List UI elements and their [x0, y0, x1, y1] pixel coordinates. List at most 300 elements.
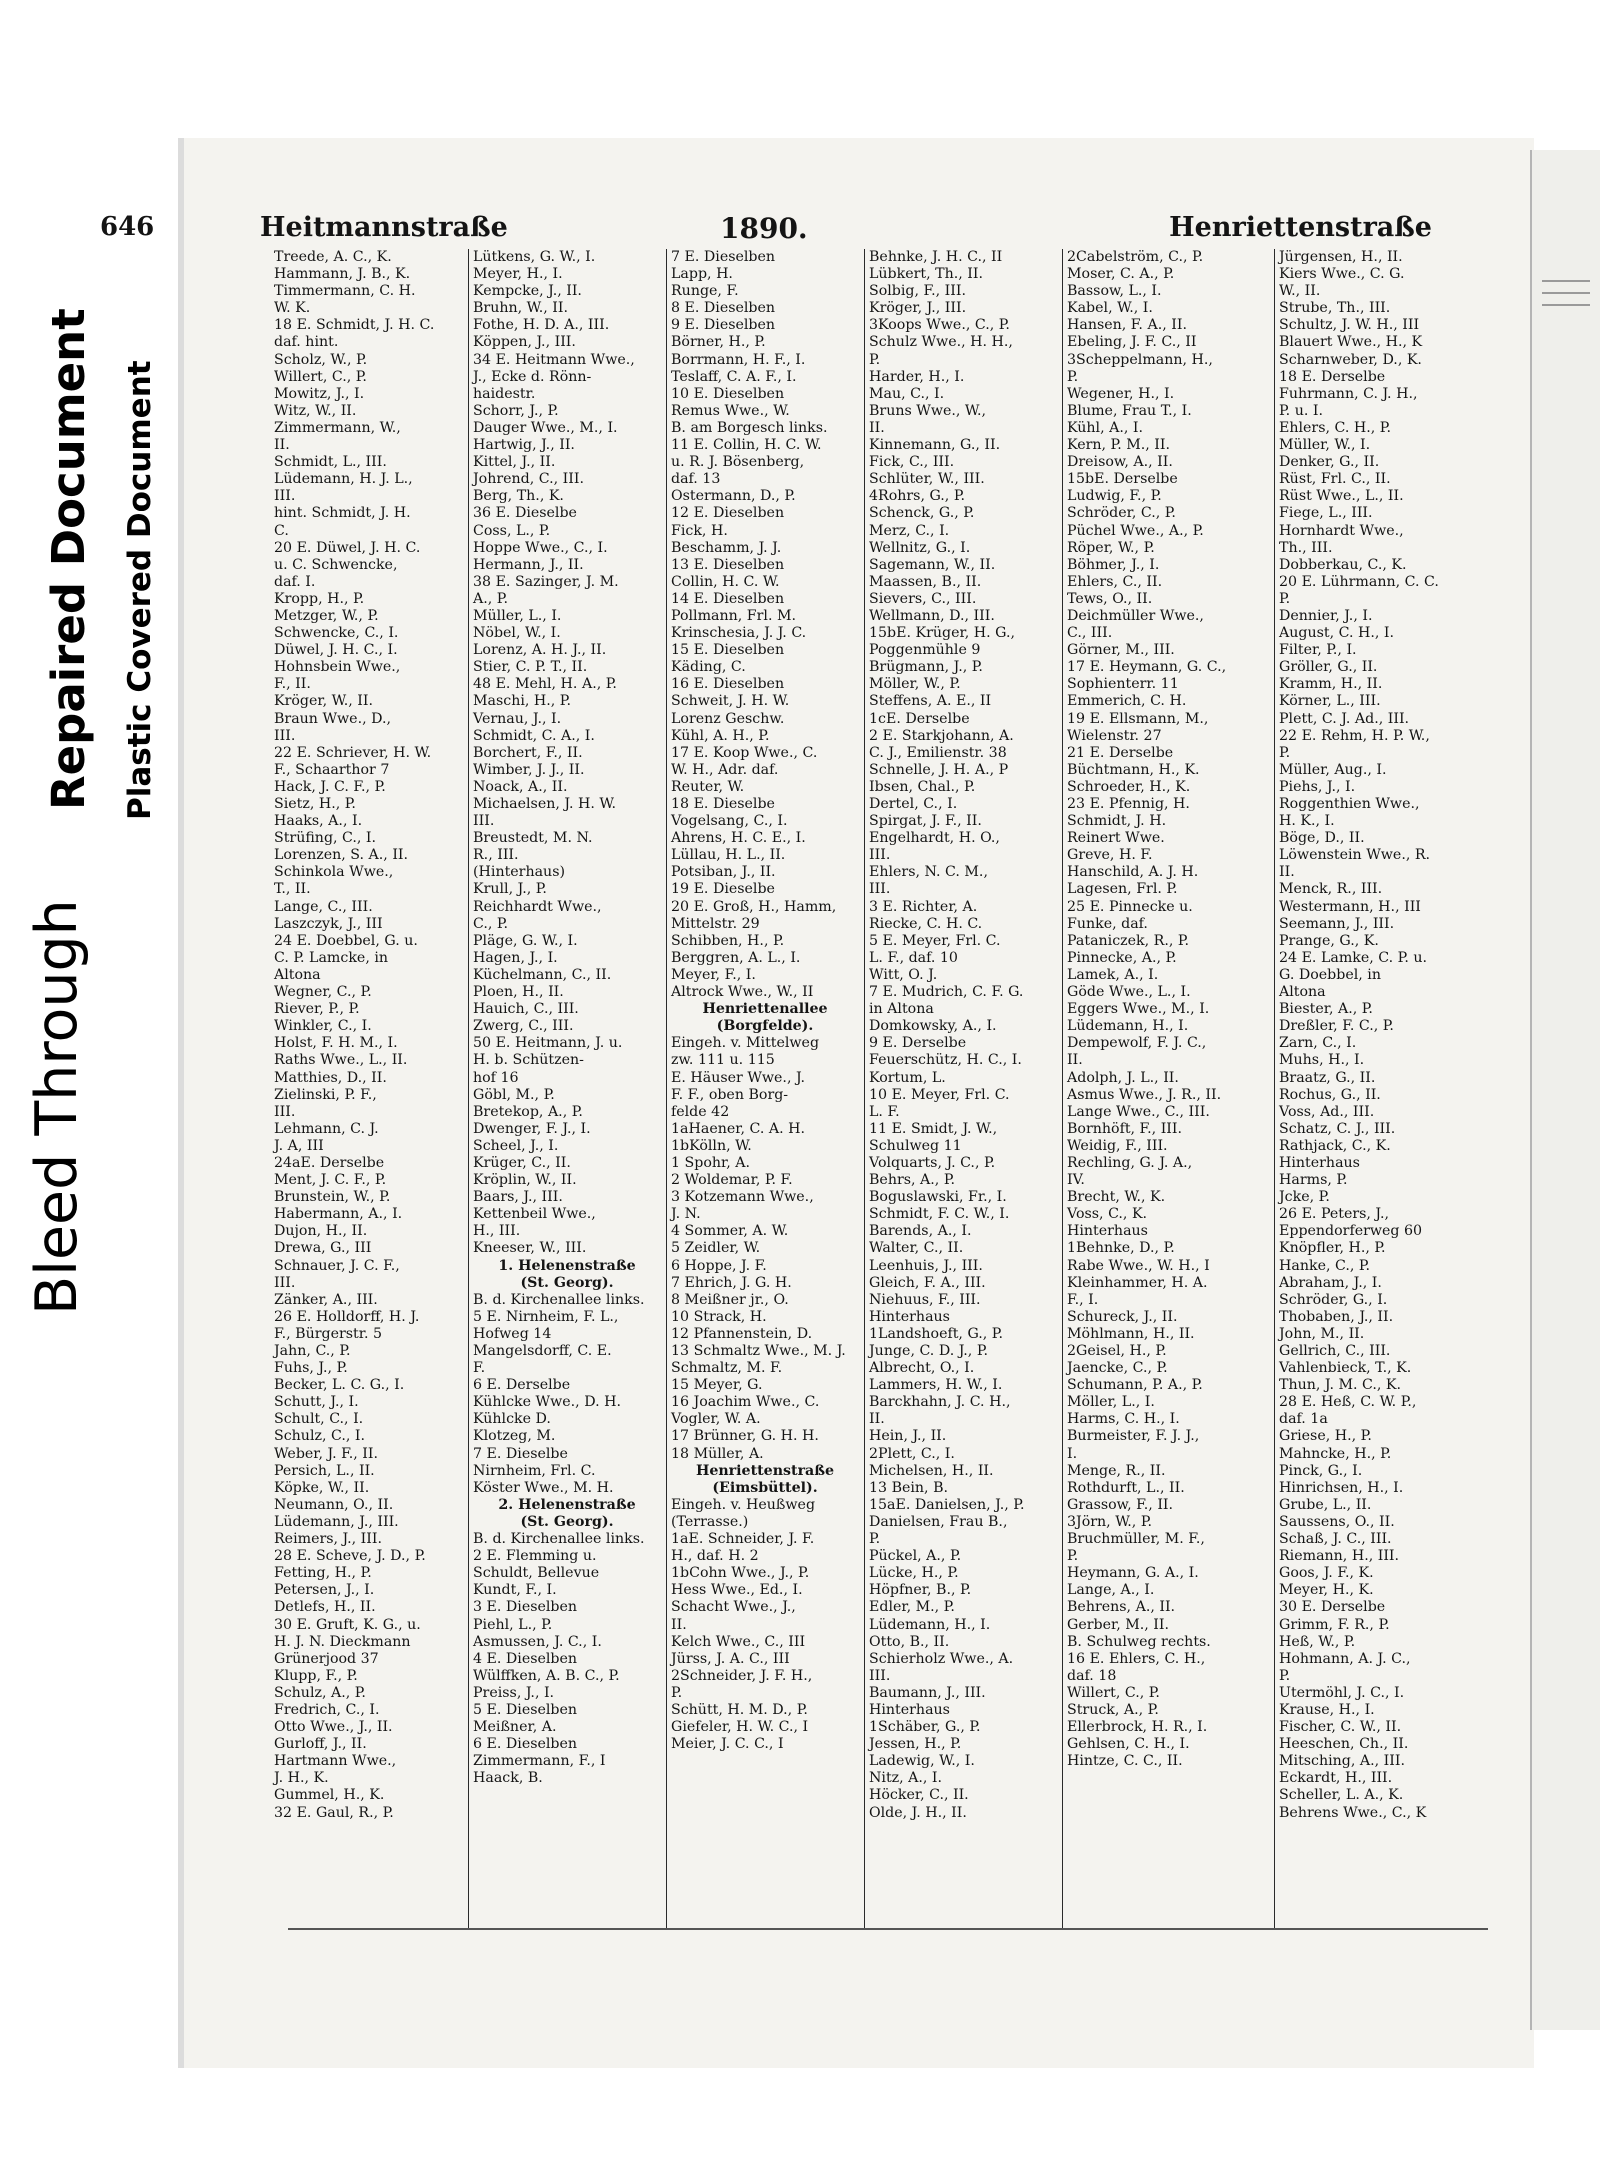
directory-entry: P.: [671, 1684, 683, 1701]
directory-entry: Reinert Wwe.: [1067, 830, 1165, 847]
directory-entry: Göde Wwe., L., I.: [1067, 984, 1191, 1001]
directory-entry: Merz, C., I.: [869, 522, 950, 539]
directory-entry: III.: [274, 727, 296, 744]
directory-entry: Ellerbrock, H. R., I.: [1067, 1719, 1208, 1736]
directory-entry: 7 E. Dieselbe: [473, 1445, 568, 1462]
directory-entry: Thun, J. M. C., K.: [1279, 1377, 1402, 1394]
directory-entry: Müller, L., I.: [473, 607, 562, 624]
directory-entry: Dobberkau, C., K.: [1279, 556, 1407, 573]
directory-entry: 24aE. Derselbe: [274, 1154, 385, 1171]
directory-entry: Berggren, A. L., I.: [671, 949, 801, 966]
directory-entry: Sagemann, W., II.: [869, 556, 996, 573]
directory-entry: 14 E. Dieselben: [671, 590, 785, 607]
directory-entry: Fuhs, J., P.: [274, 1360, 348, 1377]
directory-entry: Knöpfler, H., P.: [1279, 1240, 1386, 1257]
directory-entry: W., II.: [1279, 283, 1321, 300]
directory-entry: daf. 18: [1067, 1667, 1117, 1684]
directory-entry: haidestr.: [473, 385, 536, 402]
directory-entry: H. b. Schützen-: [473, 1052, 584, 1069]
directory-entry: 6 Hoppe, J. F.: [671, 1257, 767, 1274]
directory-entry: Boguslawski, Fr., I.: [869, 1189, 1007, 1206]
directory-entry: (Terrasse.): [671, 1513, 749, 1530]
street-subheading: Henriettenallee: [702, 1001, 828, 1018]
directory-entry: Potsiban, J., II.: [671, 864, 776, 881]
directory-entry: Meyer, F., I.: [671, 966, 756, 983]
directory-entry: 25 E. Pinnecke u.: [1067, 898, 1193, 915]
directory-entry: Scharnweber, D., K.: [1279, 351, 1422, 368]
directory-entry: Brunstein, W., P.: [274, 1189, 391, 1206]
directory-entry: Zarn, C., I.: [1279, 1035, 1357, 1052]
directory-entry: Neumann, O., II.: [274, 1496, 394, 1513]
directory-entry: Schroeder, H., K.: [1067, 778, 1191, 795]
directory-entry: 5 E. Meyer, Frl. C.: [869, 932, 1001, 949]
directory-entry: 16 E. Dieselben: [671, 676, 785, 693]
directory-entry: Jahn, C., P.: [274, 1343, 351, 1359]
directory-entry: Griese, H., P.: [1279, 1428, 1372, 1445]
directory-entry: Kleinhammer, H. A.: [1067, 1274, 1208, 1291]
directory-entry: Vogler, W. A.: [671, 1411, 761, 1428]
directory-entry: Hess Wwe., Ed., I.: [671, 1582, 803, 1599]
directory-entry: Schibben, H., P.: [671, 932, 785, 949]
directory-entry: Bruchmüller, M. F.,: [1067, 1531, 1205, 1548]
directory-entry: Schröder, C., P.: [1067, 505, 1176, 522]
directory-entry: Wegner, C., P.: [274, 984, 372, 1001]
directory-entry: Eingeh. v. Mittelweg: [671, 1035, 820, 1052]
left-street-title: Heitmannstraße: [260, 212, 508, 243]
directory-entry: 13 E. Dieselben: [671, 556, 785, 573]
directory-entry: Lütkens, G. W., I.: [473, 249, 596, 265]
directory-entry: Timmermann, C. H.: [274, 283, 416, 300]
directory-entry: 21 E. Derselbe: [1067, 744, 1174, 761]
directory-entry: Fuhrmann, C. J. H.,: [1279, 385, 1418, 402]
directory-entry: Köster Wwe., M. H.: [473, 1479, 614, 1496]
directory-entry: Lagesen, Frl. P.: [1067, 881, 1178, 898]
directory-entry: Vernau, J., I.: [473, 710, 562, 727]
directory-entry: 1bKölln, W.: [671, 1137, 752, 1154]
directory-entry: Johrend, C., III.: [473, 471, 584, 488]
directory-entry: Schweit, J. H. W.: [671, 693, 790, 710]
directory-entry: J. A, III: [274, 1137, 324, 1154]
directory-entry: Brecht, W., K.: [1067, 1189, 1166, 1206]
directory-entry: Lammers, H. W., I.: [869, 1377, 1003, 1394]
directory-entry: Zwerg, C., III.: [473, 1018, 574, 1035]
directory-entry: Pinnecke, A., P.: [1067, 949, 1177, 966]
directory-entry: 2Schneider, J. F. H.,: [671, 1667, 813, 1684]
directory-entry: Rabe Wwe., W. H., I: [1067, 1257, 1210, 1274]
directory-entry: Wülffken, A. B. C., P.: [473, 1667, 620, 1684]
directory-column-3: [666, 249, 863, 1929]
directory-entry: P.: [1067, 1548, 1079, 1565]
directory-entry: Asmus Wwe., J. R., II.: [1067, 1086, 1222, 1103]
directory-entry: Püchel Wwe., A., P.: [1067, 522, 1204, 539]
directory-entry: Giefeler, H. W. C., I: [671, 1719, 809, 1736]
page-header: [100, 212, 1562, 248]
directory-entry: Emmerich, C. H.: [1067, 693, 1187, 710]
directory-entry: Strüfing, C., I.: [274, 830, 377, 847]
directory-entry: W. H., Adr. daf.: [671, 761, 779, 778]
directory-entry: Lorenz, A. H. J., II.: [473, 642, 607, 659]
directory-entry: Fredrich, C., I.: [274, 1701, 380, 1718]
directory-entry: Muhs, H., I.: [1279, 1052, 1365, 1069]
directory-entry: Höcker, C., II.: [869, 1787, 969, 1804]
directory-entry: Heeschen, Ch., II.: [1279, 1736, 1409, 1753]
directory-entry: Pollmann, Frl. M.: [671, 607, 797, 624]
directory-entry: Mangelsdorff, C. E.: [473, 1343, 612, 1359]
directory-entry: Altona: [1279, 984, 1326, 1001]
directory-entry: Hintze, C. C., II.: [1067, 1753, 1183, 1770]
directory-entry: 24 E. Doebbel, G. u.: [274, 932, 418, 949]
directory-entry: Grimm, F. R., P.: [1279, 1616, 1390, 1633]
directory-entry: Remus Wwe., W.: [671, 402, 790, 419]
directory-entry: J. H., K.: [274, 1770, 329, 1787]
directory-entry: Meißner, A.: [473, 1719, 557, 1736]
directory-column-5: [1062, 249, 1273, 1929]
directory-entry: 23 E. Pfennig, H.: [1067, 796, 1190, 812]
directory-entry: F., Schaarthor 7: [274, 761, 390, 778]
directory-entry: Löwenstein Wwe., R.: [1279, 847, 1431, 864]
directory-entry: Volquarts, J. C., P.: [869, 1154, 996, 1171]
directory-entry: Prange, G., K.: [1279, 932, 1379, 949]
directory-entry: Schulz, A., P.: [274, 1684, 366, 1701]
directory-entry: daf. 1a: [1279, 1411, 1328, 1428]
directory-entry: Kühl, A. H., P.: [671, 727, 770, 744]
directory-entry: 3 Kotzemann Wwe.,: [671, 1189, 814, 1206]
directory-entry: Lüdemann, H., I.: [869, 1616, 991, 1633]
directory-entry: 9 E. Derselbe: [869, 1035, 967, 1052]
directory-entry: 10 E. Meyer, Frl. C.: [869, 1086, 1010, 1103]
directory-entry: Behrs, A., P.: [869, 1172, 955, 1189]
directory-entry: 20 E. Düwel, J. H. C.: [274, 539, 421, 556]
directory-entry: Heymann, G. A., I.: [1067, 1565, 1199, 1582]
directory-entry: Kneeser, W., III.: [473, 1240, 587, 1257]
directory-entry: Walter, C., II.: [869, 1240, 964, 1257]
directory-entry: Seemann, J., III.: [1279, 915, 1395, 932]
directory-entry: Greve, H. F.: [1067, 847, 1153, 864]
directory-entry: Hinterhaus: [1279, 1154, 1360, 1171]
directory-entry: Engelhardt, H. O.,: [869, 830, 1000, 847]
directory-entry: Hack, J. C. F., P.: [274, 778, 386, 795]
directory-entry: Holst, F. H. M., I.: [274, 1035, 398, 1052]
directory-entry: Weber, J. F., II.: [274, 1445, 379, 1462]
directory-entry: Dertel, C., I.: [869, 796, 958, 812]
directory-entry: Lücke, H., P.: [869, 1565, 959, 1582]
directory-entry: III.: [869, 1667, 891, 1684]
directory-entry: Fick, C., III.: [869, 454, 955, 471]
directory-entry: 4 E. Dieselben: [473, 1650, 578, 1667]
directory-entry: 34 E. Heitmann Wwe.,: [473, 351, 635, 368]
directory-entry: Pinck, G., I.: [1279, 1462, 1363, 1479]
directory-entry: Berg, Th., K.: [473, 488, 564, 505]
directory-entry: II.: [869, 1411, 885, 1428]
directory-entry: Köpke, W., II.: [274, 1479, 370, 1496]
directory-entry: Mitsching, A., III.: [1279, 1753, 1406, 1770]
bottom-rule: [288, 1928, 1488, 1930]
directory-entry: Willert, C., P.: [1067, 1684, 1160, 1701]
directory-entry: Moser, C. A., P.: [1067, 266, 1175, 283]
directory-entry: Düwel, J. H. C., I.: [274, 642, 398, 659]
directory-entry: 26 E. Peters, J.,: [1279, 1206, 1390, 1223]
directory-entry: 20 E. Groß, H., Hamm,: [671, 898, 837, 915]
directory-entry: P.: [869, 1531, 881, 1548]
directory-entry: Witt, O. J.: [869, 966, 938, 983]
right-street-title: Henriettenstraße: [1169, 212, 1432, 243]
directory-entry: Ehlers, C., II.: [1067, 573, 1163, 590]
directory-entry: Ludwig, F., P.: [1067, 488, 1162, 505]
directory-entry: Lübkert, Th., II.: [869, 266, 983, 283]
directory-entry: Wegener, H., I.: [1067, 385, 1175, 402]
directory-entry: Rüst Wwe., L., II.: [1279, 488, 1404, 505]
directory-entry: Grube, L., II.: [1279, 1496, 1372, 1513]
directory-entry: 15 E. Dieselben: [671, 642, 785, 659]
directory-entry: Kundt, F., I.: [473, 1582, 557, 1599]
directory-entry: 3 E. Richter, A.: [869, 898, 978, 915]
directory-entry: Scheel, J., I.: [473, 1137, 559, 1154]
directory-entry: Göbl, M., P.: [473, 1086, 555, 1103]
directory-entry: Wimber, J. J., II.: [473, 761, 585, 778]
directory-entry: 3Jörn, W., P.: [1067, 1513, 1153, 1530]
directory-entry: 2 E. Starkjohann, A.: [869, 727, 1014, 744]
directory-entry: 7 Ehrich, J. G. H.: [671, 1274, 792, 1291]
directory-entry: 11 E. Collin, H. C. W.: [671, 437, 822, 454]
directory-entry: Grassow, F., II.: [1067, 1496, 1174, 1513]
directory-entry: Baumann, J., III.: [869, 1684, 986, 1701]
directory-entry: Treede, A. C., K.: [274, 249, 392, 265]
directory-entry: Lapp, H.: [671, 266, 733, 283]
directory-entry: Büchtmann, H., K.: [1067, 761, 1200, 778]
directory-entry: B. d. Kirchenallee links.: [473, 1291, 645, 1308]
directory-entry: Becker, L. C. G., I.: [274, 1377, 405, 1394]
directory-entry: Feuerschütz, H. C., I.: [869, 1052, 1022, 1069]
directory-entry: 1aE. Schneider, J. F.: [671, 1531, 815, 1548]
directory-entry: Albrecht, O., I.: [869, 1360, 975, 1377]
directory-entry: 26 E. Holldorff, H. J.: [274, 1308, 420, 1325]
directory-entry: II.: [274, 437, 290, 454]
directory-entry: Kinnemann, G., II.: [869, 437, 1001, 454]
directory-entry: Jaencke, C., P.: [1067, 1360, 1168, 1377]
directory-entry: Schenck, G., P.: [869, 505, 975, 522]
directory-entry: P.: [869, 351, 881, 368]
directory-column-6: [1274, 249, 1486, 1929]
directory-entry: Mahncke, H., P.: [1279, 1445, 1392, 1462]
directory-entry: Behrens, A., II.: [1067, 1599, 1176, 1616]
directory-entry: Leenhuis, J., III.: [869, 1257, 983, 1274]
directory-entry: 30 E. Gruft, K. G., u.: [274, 1616, 421, 1633]
directory-entry: Schuldt, Bellevue: [473, 1565, 600, 1582]
directory-entry: Voss, Ad., III.: [1279, 1103, 1375, 1120]
street-subheading: (St. Georg).: [520, 1513, 614, 1530]
directory-entry: 30 E. Derselbe: [1279, 1599, 1386, 1616]
directory-entry: 5 E. Dieselben: [473, 1701, 578, 1718]
directory-entry: Sophienterr. 11: [1067, 676, 1179, 693]
directory-entry: R., III.: [473, 847, 519, 864]
directory-entry: E. Häuser Wwe., J.: [671, 1069, 806, 1086]
directory-entry: daf. I.: [274, 573, 316, 590]
directory-entry: 22 E. Schriever, H. W.: [274, 744, 432, 761]
directory-entry: Lorenz Geschw.: [671, 710, 785, 727]
directory-entry: Schureck, J., II.: [1067, 1308, 1178, 1325]
directory-entry: 15bE. Derselbe: [1067, 471, 1178, 488]
directory-entry: Bornhöft, F., III.: [1067, 1120, 1183, 1137]
directory-entry: 1Schäber, G., P.: [869, 1719, 981, 1736]
directory-entry: Bretekop, A., P.: [473, 1103, 583, 1120]
directory-entry: Schierholz Wwe., A.: [869, 1650, 1014, 1667]
directory-entry: Jürss, J. A. C., III: [671, 1650, 790, 1667]
directory-entry: Poggenmühle 9: [869, 642, 981, 659]
directory-entry: Voss, C., K.: [1067, 1206, 1148, 1223]
directory-entry: Runge, F.: [671, 283, 739, 300]
street-subheading: 1. Helenenstraße: [498, 1257, 636, 1274]
directory-entry: Braun Wwe., D.,: [274, 710, 391, 727]
directory-entry: Gleich, F. A., III.: [869, 1274, 986, 1291]
directory-entry: P. u. I.: [1279, 402, 1323, 419]
directory-entry: Matthies, D., II.: [274, 1069, 387, 1086]
directory-entry: Detlefs, H., II.: [274, 1599, 376, 1616]
directory-entry: 3 E. Dieselben: [473, 1599, 578, 1616]
directory-entry: felde 42: [671, 1103, 730, 1120]
directory-entry: Börner, H., P.: [671, 334, 766, 351]
directory-entry: Wielenstr. 27: [1067, 727, 1162, 744]
directory-entry: 18 E. Dieselbe: [671, 796, 775, 812]
directory-entry: III.: [274, 488, 296, 505]
directory-entry: Harms, C. H., I.: [1067, 1411, 1180, 1428]
directory-entry: B. Schulweg rechts.: [1067, 1633, 1211, 1650]
directory-entry: Sievers, C., III.: [869, 590, 977, 607]
directory-entry: 17 Brünner, G. H. H.: [671, 1428, 819, 1445]
directory-entry: Kühlcke Wwe., D. H.: [473, 1394, 621, 1411]
directory-entry: Altona: [274, 966, 321, 983]
directory-entry: Ebeling, J. F. C., II: [1067, 334, 1197, 351]
directory-entry: (Hinterhaus): [473, 864, 566, 881]
directory-entry: Michelsen, H., II.: [869, 1462, 994, 1479]
directory-entry: Dauger Wwe., M., I.: [473, 419, 618, 436]
directory-entry: Schult, C., I.: [274, 1411, 364, 1428]
directory-entry: Winkler, C., I.: [274, 1018, 372, 1035]
directory-entry: 7 E. Mudrich, C. F. G.: [869, 984, 1024, 1001]
directory-entry: 18 Müller, A.: [671, 1445, 764, 1462]
directory-entry: Junge, C. D. J., P.: [869, 1343, 989, 1359]
directory-entry: III.: [473, 813, 495, 830]
directory-entry: 36 E. Dieselbe: [473, 505, 577, 522]
directory-entry: Eggers Wwe., M., I.: [1067, 1001, 1210, 1018]
directory-entry: Westermann, H., III: [1279, 898, 1421, 915]
directory-entry: Zimmermann, W.,: [274, 419, 401, 436]
directory-entry: Schatz, C. J., III.: [1279, 1120, 1396, 1137]
directory-entry: P.: [1279, 1667, 1291, 1684]
directory-entry: Noack, A., II.: [473, 778, 568, 795]
directory-entry: zw. 111 u. 115: [671, 1052, 775, 1069]
directory-entry: Kiers Wwe., C. G.: [1279, 266, 1405, 283]
directory-entry: Schmaltz, M. F.: [671, 1360, 783, 1377]
directory-entry: Solbig, F., III.: [869, 283, 967, 300]
directory-entry: Wellmann, D., III.: [869, 607, 995, 624]
directory-entry: Danielsen, Frau B.,: [869, 1513, 1008, 1530]
directory-entry: Adolph, J. L., II.: [1067, 1069, 1179, 1086]
directory-entry: Schröder, G., I.: [1279, 1291, 1388, 1308]
directory-entry: Domkowsky, A., I.: [869, 1018, 997, 1035]
directory-entry: 2Plett, C., I.: [869, 1445, 955, 1462]
directory-entry: Ploen, H., II.: [473, 984, 564, 1001]
directory-entry: 15aE. Danielsen, J., P.: [869, 1496, 1025, 1513]
directory-entry: Schulz, C., I.: [274, 1428, 365, 1445]
street-subheading: 2. Helenenstraße: [498, 1496, 636, 1513]
directory-entry: Dujon, H., II.: [274, 1223, 368, 1240]
directory-entry: Mowitz, J., I.: [274, 385, 365, 402]
directory-entry: Fothe, H. D. A., III.: [473, 317, 610, 334]
directory-entry: Zänker, A., III.: [274, 1291, 378, 1308]
directory-entry: 4 Sommer, A. W.: [671, 1223, 789, 1240]
directory-entry: 10 Strack, H.: [671, 1308, 767, 1325]
directory-entry: Barends, A., I.: [869, 1223, 972, 1240]
directory-entry: 5 Zeidler, W.: [671, 1240, 761, 1257]
directory-entry: Weidig, F., III.: [1067, 1137, 1168, 1154]
directory-entry: Spirgat, J. F., II.: [869, 813, 982, 830]
directory-entry: Abraham, J., I.: [1279, 1274, 1382, 1291]
directory-entry: Schulz Wwe., H. H.,: [869, 334, 1013, 351]
directory-entry: Funke, daf.: [1067, 915, 1148, 932]
directory-column-4: [864, 249, 1061, 1929]
directory-entry: Schlüter, W., III.: [869, 471, 985, 488]
directory-entry: Hanschild, A. J. H.: [1067, 864, 1199, 881]
directory-entry: Schnauer, J. C. F.,: [274, 1257, 400, 1274]
directory-entry: Asmussen, J. C., I.: [473, 1633, 602, 1650]
directory-entry: Riecke, C. H. C.: [869, 915, 983, 932]
directory-entry: Edler, M., P.: [869, 1599, 955, 1616]
directory-entry: F., I.: [1067, 1291, 1099, 1308]
directory-entry: Dreisow, A., II.: [1067, 454, 1173, 471]
directory-entry: Bruns Wwe., W.,: [869, 402, 987, 419]
directory-entry: Kabel, W., I.: [1067, 300, 1153, 317]
directory-entry: Beschamm, J. J.: [671, 539, 782, 556]
directory-entry: Kühl, A., I.: [1067, 419, 1144, 436]
document-label-sidebar: [0, 0, 175, 2177]
directory-entry: Schorr, J., P.: [473, 402, 559, 419]
directory-entry: Blume, Frau T., I.: [1067, 402, 1192, 419]
page-edge-line: [1542, 304, 1590, 306]
directory-entry: Teslaff, C. A. F., I.: [671, 368, 797, 385]
directory-entry: Schaß, J. C., III.: [1279, 1531, 1392, 1548]
directory-entry: Strube, Th., III.: [1279, 300, 1391, 317]
directory-entry: 17 E. Koop Wwe., C.: [671, 744, 818, 761]
directory-entry: in Altona: [869, 1001, 934, 1018]
directory-entry: Blauert Wwe., H., K: [1279, 334, 1423, 351]
directory-entry: Gellrich, C., III.: [1279, 1343, 1391, 1359]
directory-entry: 1Behnke, D., P.: [1067, 1240, 1175, 1257]
directory-entry: Raths Wwe., L., II.: [274, 1052, 408, 1069]
directory-entry: Schutt, J., I.: [274, 1394, 359, 1411]
directory-entry: III.: [869, 847, 891, 864]
directory-entry: Maschi, H., P.: [473, 693, 571, 710]
directory-entry: 19 E. Dieselbe: [671, 881, 775, 898]
directory-entry: Denker, G., II.: [1279, 454, 1380, 471]
street-subheading: (St. Georg).: [520, 1274, 614, 1291]
directory-entry: Collin, H. C. W.: [671, 573, 780, 590]
directory-entry: Maassen, B., II.: [869, 573, 982, 590]
directory-entry: 10 E. Dieselben: [671, 385, 785, 402]
directory-entry: Dreßler, F. C., P.: [1279, 1018, 1394, 1035]
directory-entry: Schmidt, J. H.: [1067, 813, 1167, 830]
directory-entry: Krause, H., I.: [1279, 1701, 1375, 1718]
directory-entry: C.: [274, 522, 289, 539]
directory-entry: H., daf. H. 2: [671, 1548, 759, 1565]
directory-entry: Köppen, J., III.: [473, 334, 576, 351]
directory-entry: 16 Joachim Wwe., C.: [671, 1394, 820, 1411]
directory-entry: Kittel, J., II.: [473, 454, 556, 471]
directory-columns: [270, 249, 1485, 1929]
directory-entry: F., II.: [274, 676, 311, 693]
directory-entry: Hein, J., II.: [869, 1428, 947, 1445]
directory-entry: H. K., I.: [1279, 813, 1335, 830]
directory-entry: C. P. Lamcke, in: [274, 949, 389, 966]
